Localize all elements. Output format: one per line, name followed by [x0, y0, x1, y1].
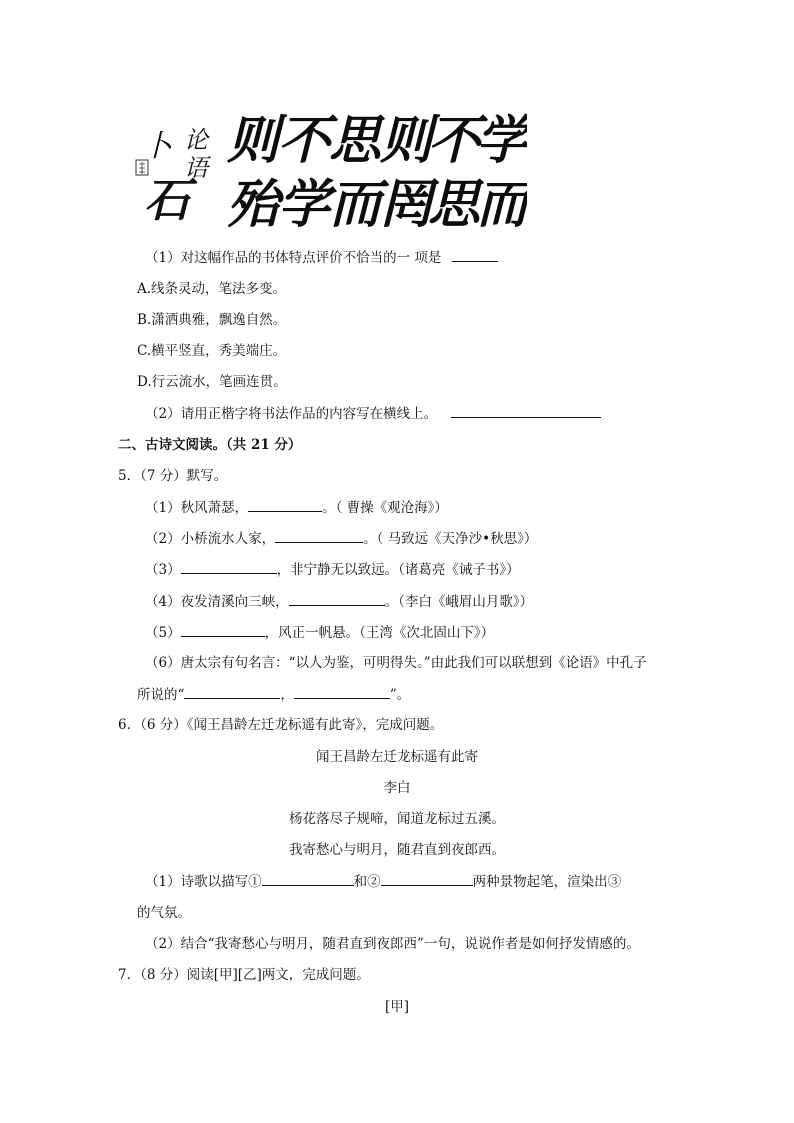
q4-sub2: [145, 404, 601, 423]
q4-sub1: [145, 248, 498, 267]
answer-blank[interactable]: [381, 872, 473, 886]
answer-blank[interactable]: [294, 685, 390, 699]
answer-blank[interactable]: [262, 872, 354, 886]
poem-title: 闻王昌龄左迁龙标遥有此寄: [316, 749, 478, 765]
svg-text:则: 则: [380, 110, 433, 171]
answer-blank[interactable]: [289, 592, 385, 606]
signature-char-2: 石: [144, 173, 190, 227]
q7-header: 7．（8 分）阅读[甲][乙]两文，完成问题。: [118, 967, 370, 983]
q5-header: 5．（7 分）默写。: [118, 468, 228, 484]
svg-text:不: 不: [278, 110, 331, 171]
svg-text:罔: 罔: [380, 174, 433, 232]
svg-text:则: 则: [227, 110, 280, 171]
q4-sub2-text: （2）请用正楷字将书法作品的内容写在横线上。: [145, 406, 438, 422]
answer-blank[interactable]: [452, 248, 498, 262]
answer-blank[interactable]: [184, 685, 280, 699]
section-title: 二、古诗文阅读。（共 21 分）: [118, 437, 302, 453]
q4-sub1-text: （1）对这幅作品的书体特点评价不恰当的一 项是: [145, 250, 442, 266]
passage-label: [甲]: [384, 999, 410, 1015]
poem-line-1: 杨花落尽子规啼，闻道龙标过五溪。: [289, 811, 505, 827]
q5-item-6-line1: （6）唐太宗有句名言：“以人为鉴，可明得失。”由此我们可以联想到《论语》中孔子: [145, 655, 647, 671]
answer-blank[interactable]: [275, 529, 363, 543]
q6-header: 6．（6 分）《闻王昌龄左迁龙标遥有此寄》，完成问题。: [118, 717, 444, 733]
inscription-char-1: 论: [184, 126, 208, 154]
poem-author: 李白: [383, 780, 411, 796]
svg-text:思: 思: [329, 110, 382, 171]
calligraphy-row-1: [227, 110, 527, 171]
calligraphy-artwork: [132, 104, 527, 232]
option-b: B.潇洒典雅，飘逸自然。: [137, 312, 287, 328]
svg-text:不: 不: [428, 110, 481, 171]
q5-item-1: （1）秋风萧瑟， 。（ 曹操《观沧海》）: [145, 500, 448, 516]
svg-text:而: 而: [329, 174, 382, 232]
calligraphy-image: [132, 104, 527, 232]
svg-text:思: 思: [428, 174, 481, 232]
q5-item-5: （5） ，风正一帆悬。（王湾《次北固山下》）: [145, 625, 495, 641]
q6-sub1: （1）诗歌以描写① 和② 两种景物起笔，渲染出③: [145, 874, 622, 890]
q5-item-4: （4）夜发清溪向三峡， 。（李白《峨眉山月歌》）: [145, 594, 534, 610]
svg-text:殆: 殆: [227, 174, 280, 232]
poem-line-2: 我寄愁心与明月，随君直到夜郎西。: [289, 842, 505, 858]
svg-text:而: 而: [476, 174, 527, 232]
q6-sub2: （2）结合“我寄愁心与明月，随君直到夜郎西”一句，说说作者是如何抒发情感的。: [145, 936, 640, 952]
option-c: C.横平竖直，秀美端庄。: [137, 343, 287, 359]
svg-text:学: 学: [278, 174, 331, 232]
calligraphy-row-2: [227, 174, 527, 232]
q5-item-6-line2: 所说的“ ， ”。: [137, 687, 411, 703]
option-d: D.行云流水，笔画连贯。: [137, 374, 287, 390]
signature-char-1: 卜: [142, 129, 172, 164]
q5-item-3: （3） ，非宁静无以致远。（诸葛亮《诫子书》）: [145, 562, 520, 578]
q6-sub1-line2: 的气氛。: [137, 905, 191, 921]
answer-blank[interactable]: [181, 560, 277, 574]
answer-blank[interactable]: [248, 498, 322, 512]
svg-text:学: 学: [476, 110, 527, 171]
answer-blank[interactable]: [181, 623, 265, 637]
option-a: A.线条灵动，笔法多变。: [137, 281, 287, 297]
inscription-char-2: 语: [184, 154, 208, 182]
answer-blank[interactable]: [451, 404, 601, 418]
q5-item-2: （2）小桥流水人家， 。（ 马致远《天净沙•秋思》）: [145, 531, 538, 547]
